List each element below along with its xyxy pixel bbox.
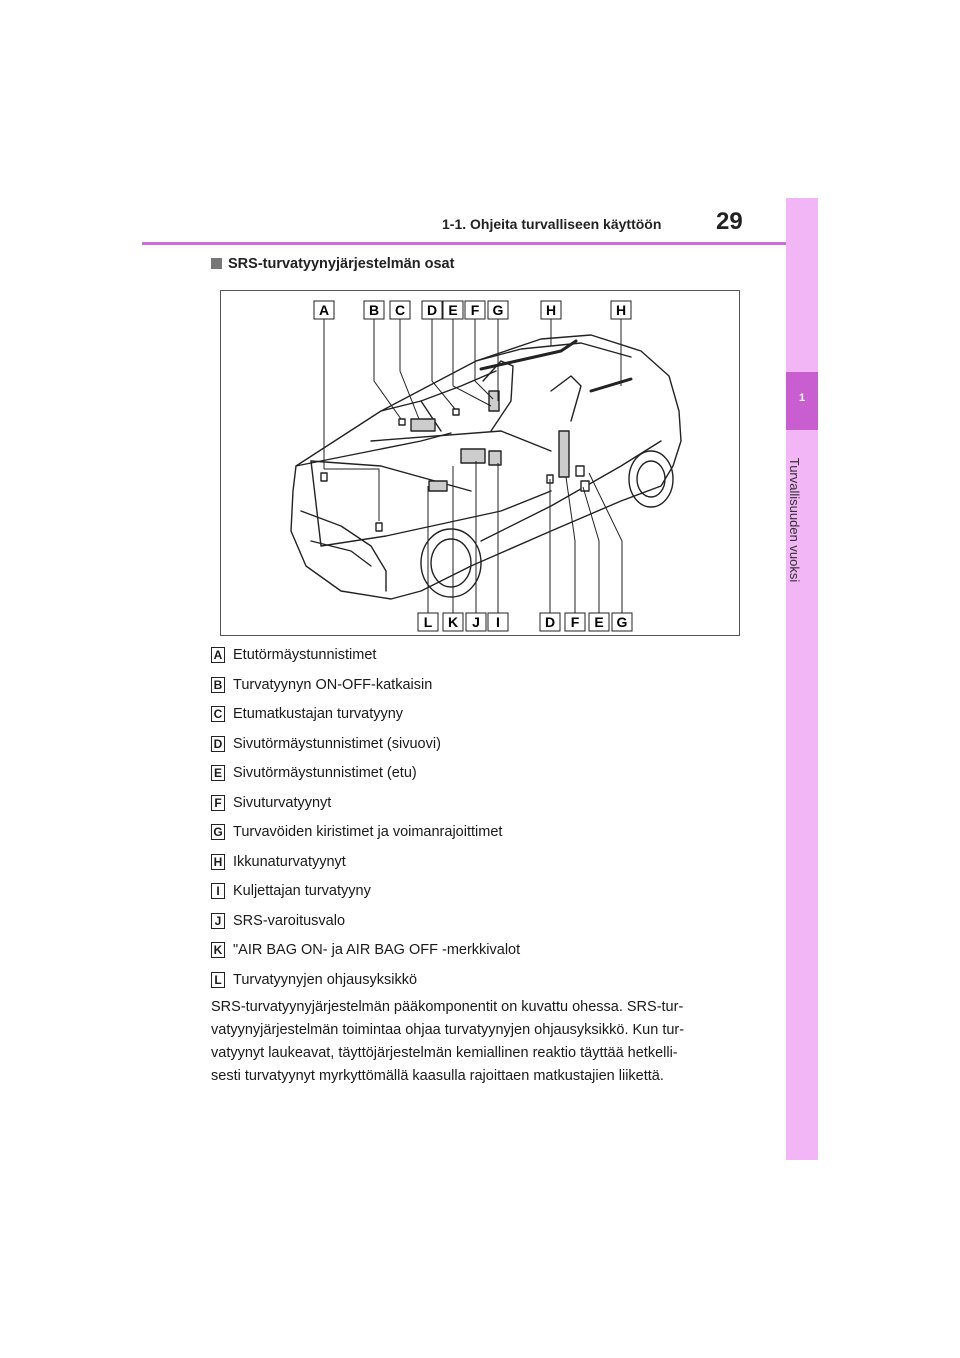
square-bullet-icon xyxy=(211,258,222,269)
callout-label: A xyxy=(318,302,330,318)
legend-letter: C xyxy=(211,706,225,722)
callout-label: F xyxy=(470,302,480,318)
legend-letter: F xyxy=(211,795,225,811)
callout-label: D xyxy=(544,614,556,630)
callout-label: B xyxy=(368,302,380,318)
callout-label: E xyxy=(594,614,604,630)
legend-item xyxy=(211,941,520,971)
legend-text: Etumatkustajan turvatyyny xyxy=(233,706,404,722)
legend-letter: G xyxy=(211,824,225,840)
chapter-title: Turvallisuuden vuoksi xyxy=(787,457,802,583)
legend-letter: J xyxy=(211,913,225,929)
legend-letter: H xyxy=(211,854,225,870)
top-callout-labels xyxy=(314,301,631,319)
callout-label: G xyxy=(492,302,504,318)
callout-label: F xyxy=(570,614,580,630)
page-number: 29 xyxy=(716,208,743,235)
car-airbag-diagram xyxy=(221,291,741,637)
callout-label: H xyxy=(545,302,557,318)
airbag-system-figure xyxy=(220,290,740,636)
legend-item xyxy=(211,912,520,942)
legend-text: Turvatyynyjen ohjausyksikkö xyxy=(233,971,418,988)
legend-text: Etutörmäystunnistimet xyxy=(233,647,377,663)
legend-letter: B xyxy=(211,677,225,693)
paragraph-line: SRS-turvatyynyjärjestelmän pääkomponentit on kuvattu ohessa. SRS-tur- xyxy=(211,999,684,1015)
legend-letter: I xyxy=(211,883,225,899)
paragraph-line: sesti turvatyynyt myrkyttömällä kaasulla rajoittaen matkustajien liikettä. xyxy=(211,1068,664,1084)
paragraph-line: vatyynyjärjestelmän toimintaa ohjaa turvatyynyjen ohjausyksikkö. Kun tur- xyxy=(211,1022,685,1038)
legend-text: Turvatyynyn ON-OFF-katkaisin xyxy=(233,676,433,693)
legend-text: Ikkunaturvatyynyt xyxy=(233,853,346,870)
callout-label: C xyxy=(394,302,406,318)
chapter-side-strip xyxy=(786,198,818,1160)
component-legend xyxy=(211,646,520,1000)
legend-item xyxy=(211,735,520,765)
legend-letter: D xyxy=(211,736,225,752)
callout-label: I xyxy=(496,614,500,630)
bottom-callout-labels xyxy=(418,613,632,631)
legend-item xyxy=(211,823,520,853)
legend-item xyxy=(211,676,520,706)
legend-text: Sivuturvatyynyt xyxy=(233,794,332,811)
legend-text: Turvavöiden kiristimet ja voimanrajoittimet xyxy=(233,824,503,840)
legend-letter: E xyxy=(211,765,225,781)
chapter-number: 1 xyxy=(798,392,806,404)
legend-text: Sivutörmäystunnistimet (etu) xyxy=(233,765,417,781)
legend-text: Sivutörmäystunnistimet (sivuovi) xyxy=(233,735,441,752)
legend-letter: A xyxy=(211,647,225,663)
section-heading xyxy=(211,256,454,272)
legend-letter: L xyxy=(211,972,225,988)
paragraph-line: vatyynyt laukeavat, täyttöjärjestelmän kemiallinen reaktio täyttää hetkelli- xyxy=(211,1045,678,1061)
callout-label: D xyxy=(426,302,438,318)
legend-text: SRS-varoitusvalo xyxy=(233,912,346,929)
callout-label: J xyxy=(472,614,480,630)
header-section-title: 1-1. Ohjeita turvalliseen käyttöön xyxy=(442,216,662,232)
section-heading-text: SRS-turvatyynyjärjestelmän osat xyxy=(228,256,455,272)
callout-label: K xyxy=(447,614,459,630)
callout-label: E xyxy=(448,302,458,318)
legend-letter: K xyxy=(211,942,225,958)
legend-text: "AIR BAG ON- ja AIR BAG OFF -merkkivalot xyxy=(233,942,521,958)
legend-item xyxy=(211,705,520,735)
legend-item xyxy=(211,853,520,883)
legend-text: Kuljettajan turvatyyny xyxy=(233,883,371,899)
body-paragraph xyxy=(211,996,751,1088)
callout-label: L xyxy=(423,614,433,630)
callout-label: H xyxy=(615,302,627,318)
legend-item xyxy=(211,646,520,676)
callout-label: G xyxy=(616,614,628,630)
legend-item xyxy=(211,882,520,912)
legend-item xyxy=(211,764,520,794)
header-divider xyxy=(142,242,818,245)
legend-item xyxy=(211,794,520,824)
